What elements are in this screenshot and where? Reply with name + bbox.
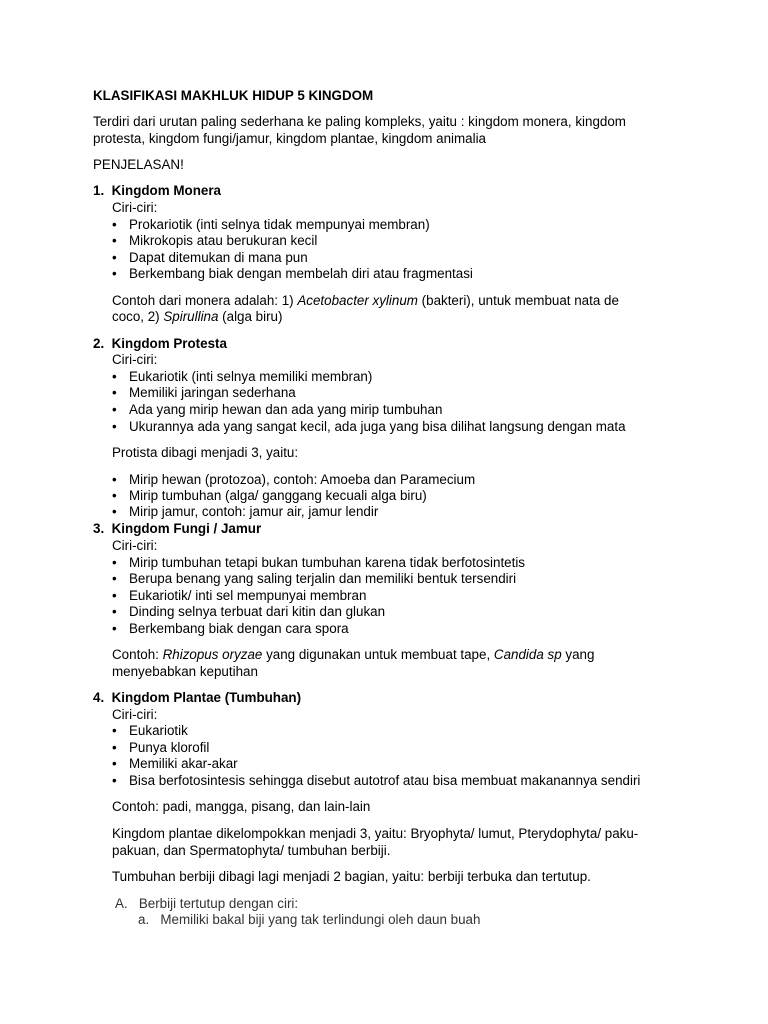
protesta-heading: [93, 335, 227, 352]
list-item: •Eukariotik (inti selnya memiliki membran): [112, 368, 372, 385]
list-item: •Mirip tumbuhan tetapi bukan tumbuhan karena tidak berfotosintetis: [112, 554, 525, 571]
list-item: •Berkembang biak dengan cara spora: [112, 620, 349, 637]
list-item: •Berupa benang yang saling terjalin dan memiliki bentuk tersendiri: [112, 570, 516, 587]
protesta-divided-text: Protista dibagi menjadi 3, yaitu:: [112, 445, 299, 460]
monera-heading: [93, 182, 221, 199]
monera-example-line-1: Contoh dari monera adalah: 1) Acetobacter xylinum (bakteri), untuk membuat nata de: [112, 293, 619, 308]
list-item: •Mirip jamur, contoh: jamur air, jamur lendir: [112, 503, 378, 520]
plantae-number: 4.: [93, 690, 105, 705]
protesta-ciri-label: Ciri-ciri:: [112, 352, 158, 367]
list-item: •Eukariotik: [112, 722, 188, 739]
sublist-a-text: Berbiji tertutup dengan ciri:: [138, 896, 299, 911]
sublist-a-item: [138, 911, 480, 928]
sublist-aa-label: a.: [138, 912, 150, 927]
plantae-ciri-label: Ciri-ciri:: [112, 707, 158, 722]
list-item: •Berkembang biak dengan membelah diri atau fragmentasi: [112, 265, 473, 282]
document-title: KLASIFIKASI MAKHLUK HIDUP 5 KINGDOM: [93, 88, 374, 103]
list-item: •Mirip tumbuhan (alga/ ganggang kecuali alga biru): [112, 487, 427, 504]
monera-ciri-label: Ciri-ciri:: [112, 200, 158, 215]
list-item: •Dapat ditemukan di mana pun: [112, 249, 308, 266]
list-item: •Eukariotik/ inti sel mempunyai membran: [112, 587, 366, 604]
intro-line-1: Terdiri dari urutan paling sederhana ke paling kompleks, yaitu : kingdom monera, kingdom: [93, 114, 626, 129]
list-item: •Punya klorofil: [112, 739, 209, 756]
list-item: •Mikrokopis atau berukuran kecil: [112, 232, 317, 249]
penjelasan-heading: PENJELASAN!: [93, 157, 184, 172]
monera-example-line-2: coco, 2) Spirullina (alga biru): [112, 309, 283, 324]
fungi-title: Kingdom Fungi / Jamur: [111, 521, 262, 536]
plantae-title: Kingdom Plantae (Tumbuhan): [111, 690, 302, 705]
fungi-example-line-1: Contoh: Rhizopus oryzae yang digunakan untuk membuat tape, Candida sp yang: [112, 647, 595, 662]
sublist-a-label: A.: [115, 896, 128, 911]
plantae-example: Contoh: padi, mangga, pisang, dan lain-lain: [112, 799, 371, 814]
plantae-heading: [93, 689, 301, 706]
fungi-heading: [93, 520, 261, 537]
list-item: •Dinding selnya terbuat dari kitin dan glukan: [112, 603, 385, 620]
fungi-example-line-2: menyebabkan keputihan: [112, 664, 258, 679]
list-item: •Mirip hewan (protozoa), contoh: Amoeba dan Paramecium: [112, 471, 475, 488]
list-item: •Memiliki akar-akar: [112, 755, 238, 772]
list-item: •Bisa berfotosintesis sehingga disebut autotrof atau bisa membuat makanannya sendiri: [112, 772, 640, 789]
list-item: •Memiliki jaringan sederhana: [112, 384, 296, 401]
list-item: •Ukurannya ada yang sangat kecil, ada juga yang bisa dilihat langsung dengan mata: [112, 418, 626, 435]
plantae-groups-line-2: pakuan, dan Spermatophyta/ tumbuhan berbiji.: [112, 843, 391, 858]
protesta-number: 2.: [93, 336, 105, 351]
fungi-ciri-label: Ciri-ciri:: [112, 538, 158, 553]
intro-line-2: protesta, kingdom fungi/jamur, kingdom plantae, kingdom animalia: [93, 131, 487, 146]
fungi-number: 3.: [93, 521, 105, 536]
monera-title: Kingdom Monera: [111, 183, 221, 198]
list-item: •Ada yang mirip hewan dan ada yang mirip tumbuhan: [112, 401, 442, 418]
plantae-groups-line-1: Kingdom plantae dikelompokkan menjadi 3, yaitu: Bryophyta/ lumut, Pterydophyta/ paku-: [112, 826, 639, 841]
protesta-title: Kingdom Protesta: [111, 336, 227, 351]
monera-number: 1.: [93, 183, 105, 198]
sublist-aa-text: Memiliki bakal biji yang tak terlindungi oleh daun buah: [160, 912, 481, 927]
sublist-a: [115, 895, 298, 912]
list-item: •Prokariotik (inti selnya tidak mempunyai membran): [112, 216, 430, 233]
plantae-seeds-text: Tumbuhan berbiji dibagi lagi menjadi 2 bagian, yaitu: berbiji terbuka dan tertutup.: [112, 869, 591, 884]
